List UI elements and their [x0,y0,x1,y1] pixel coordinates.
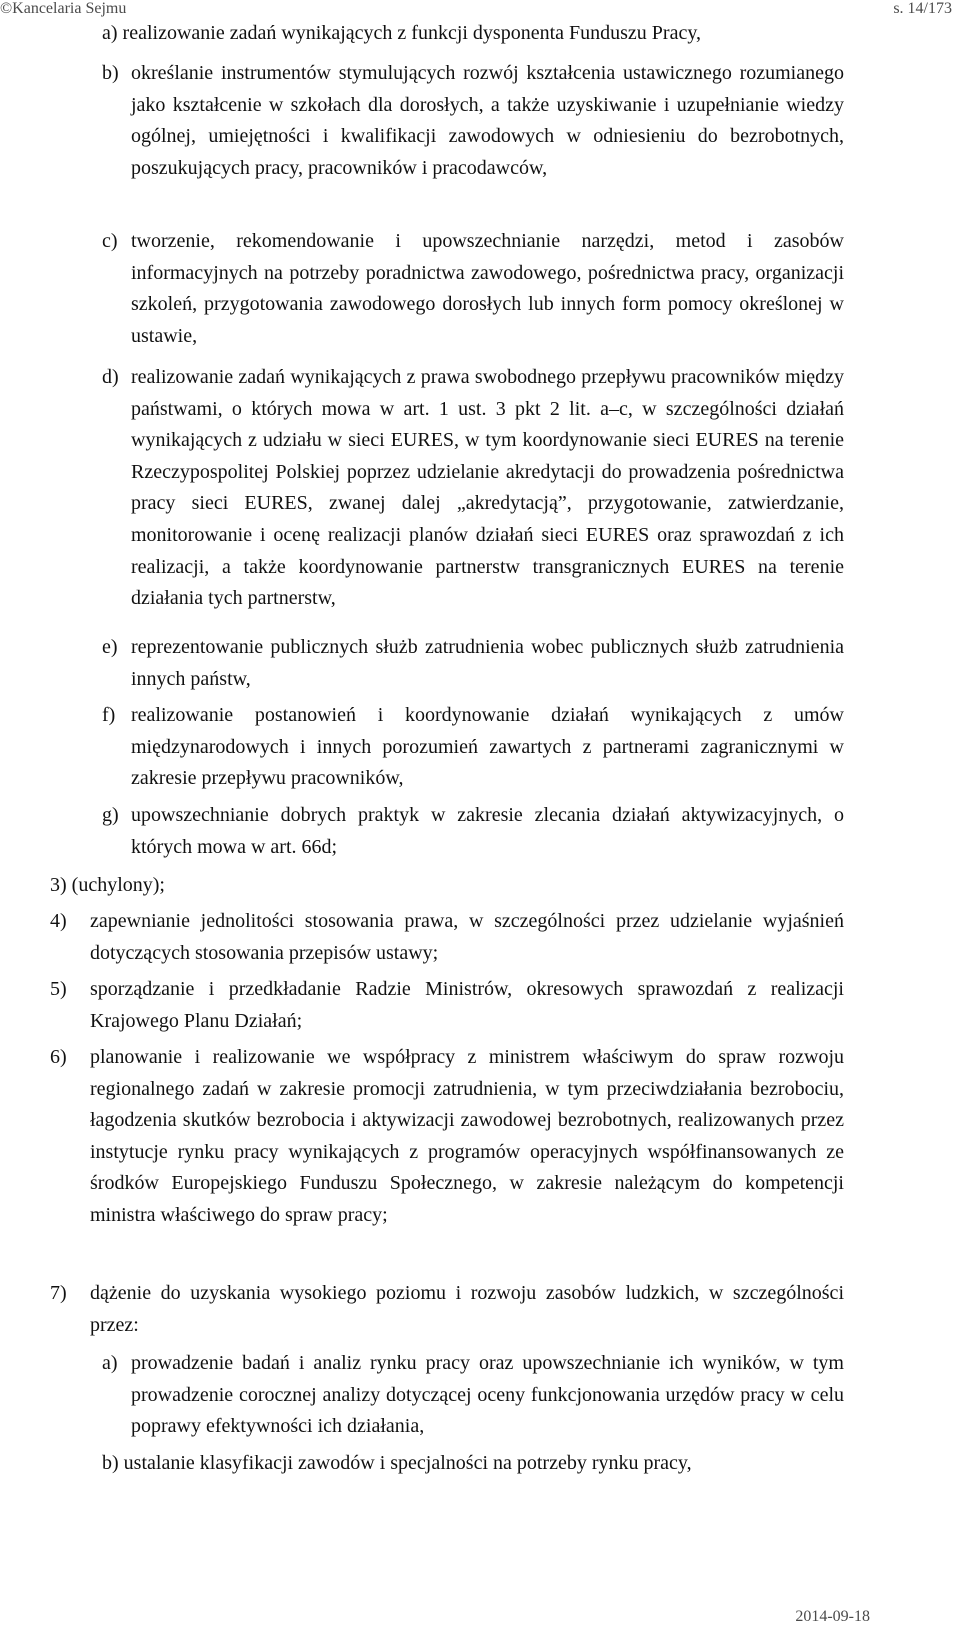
list-item [102,58,844,184]
item-label: b) [102,62,119,84]
item-text: ustalanie klasyfikacji zawodów i specjalności na potrzeby rynku pracy, [123,1452,692,1474]
item-text: dążenie do uzyskania wysokiego poziomu i rozwoju zasobów ludzkich, w szczególności przez: [90,1282,844,1336]
list-item [102,226,844,352]
list-item [102,700,844,795]
page-number: s. 14/173 [893,0,952,17]
list-item [50,906,844,969]
item-label: 4) [50,910,67,932]
item-label: 7) [50,1282,67,1304]
item-text: sporządzanie i przedkładanie Radzie Ministrów, okresowych sprawozdań z realizacji Krajowego Planu Działań; [90,978,844,1032]
list-item [102,18,862,50]
item-label: f) [102,704,116,726]
list-item [102,1348,844,1443]
list-item [102,1448,862,1480]
item-text: prowadzenie badań i analiz rynku pracy oraz upowszechnianie ich wyników, w tym prowadzenie corocznej analizy dotyczącej oceny funkcjonowania urzędów pracy w celu poprawy efektywności ich działania, [131,1352,844,1438]
item-text: upowszechnianie dobrych praktyk w zakresie zlecania działań aktywizacyjnych, o których mowa w art. 66d; [131,804,844,858]
list-item [50,1042,844,1232]
item-label: a) [102,22,118,44]
document-date: 2014-09-18 [795,1608,870,1625]
item-text: realizowanie zadań wynikających z prawa swobodnego przepływu pracowników między państwami, o których mowa w art. 1 ust. 3 pkt 2 lit. a–c, w szczególności działań wynikających z udziału w sieci EURES, w tym koordynowanie sieci EURES na terenie Rzeczypospolitej Polskiej poprzez udzielanie akredytacji do prowadzenia pośrednictwa pracy sieci EURES, zwanej dalej „akredytacją”, przygotowanie, zatwierdzanie, monitorowanie i ocenę realizacji planów działań sieci EURES oraz sprawozdań z ich realizacji, a także koordynowanie partnerstw transgranicznych EURES na terenie działania tych partnerstw, [131,366,844,610]
item-text: planowanie i realizowanie we współpracy z ministrem właściwym do spraw rozwoju regionalnego zadań w zakresie promocji zatrudnienia, w tym przeciwdziałania bezrobociu, łagodzenia skutków bezrobocia i aktywizacji zawodowej bezrobotnych, realizowanych przez instytucje rynku pracy wynikających z programów operacyjnych współfinansowanych ze środków Europejskiego Funduszu Społecznego, w zakresie należącym do kompetencji ministra właściwego do spraw pracy; [90,1046,844,1226]
item-text: realizowanie zadań wynikających z funkcji dysponenta Funduszu Pracy, [122,22,702,44]
list-item [102,800,844,863]
item-label: e) [102,636,118,658]
list-item [50,974,844,1037]
item-label: g) [102,804,119,826]
item-text: realizowanie postanowień i koordynowanie działań wynikających z umów międzynarodowych i innych porozumień zawartych z partnerami zagranicznymi w zakresie przepływu pracowników, [131,704,844,790]
list-item [102,632,844,695]
item-label: 3) [50,874,67,896]
item-label: b) [102,1452,119,1474]
item-text: zapewnianie jednolitości stosowania prawa, w szczególności przez udzielanie wyjaśnień dotyczących stosowania przepisów ustawy; [90,910,844,964]
item-text: (uchylony); [71,874,165,896]
item-label: d) [102,366,119,388]
item-label: 6) [50,1046,67,1068]
item-text: określanie instrumentów stymulujących rozwój kształcenia ustawicznego rozumianego jako kształcenie w szkołach dla dorosłych, a także uzyskiwanie i uzupełnianie wiedzy ogólnej, umiejętności i kwalifikacji zawodowych w odniesieniu do bezrobotnych, poszukujących pracy, pracowników i pracodawców, [131,62,844,179]
item-text: reprezentowanie publicznych służb zatrudnienia wobec publicznych służb zatrudnienia innych państw, [131,636,844,690]
item-label: 5) [50,978,67,1000]
item-text: tworzenie, rekomendowanie i upowszechnianie narzędzi, metod i zasobów informacyjnych na potrzeby poradnictwa zawodowego, pośrednictwa pracy, organizacji szkoleń, przygotowania zawodowego dorosłych lub innych form pomocy określonej w ustawie, [131,230,844,347]
item-label: a) [102,1352,118,1374]
item-label: c) [102,230,118,252]
list-item [102,362,844,615]
list-item [50,870,844,902]
copyright-label: ©Kancelaria Sejmu [0,0,127,17]
list-item [50,1278,844,1341]
